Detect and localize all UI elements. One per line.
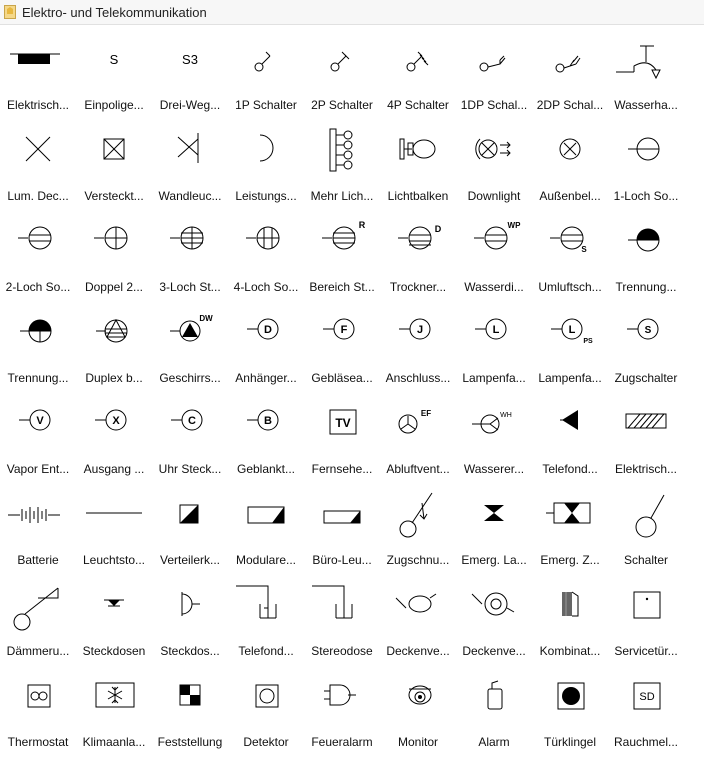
shape-label: 3-Loch St... — [159, 280, 221, 294]
shape-label: Leistungs... — [235, 189, 297, 203]
shape-label: Elektrisch... — [614, 462, 677, 476]
water-socket-icon — [456, 208, 532, 278]
wall-light-icon — [152, 117, 228, 187]
shape-label: Deckenve... — [462, 644, 526, 658]
shape-label: Zugschnu... — [386, 553, 450, 567]
shape-single-socket[interactable] — [608, 117, 684, 208]
svg-text:S: S — [644, 325, 652, 336]
shape-single-pole-switch[interactable] — [76, 26, 152, 117]
outdoor-light-icon — [532, 117, 608, 187]
shape-label: Elektrisch... — [6, 98, 69, 112]
shape-label: Trennung... — [615, 280, 677, 294]
shape-label: Stereodose — [311, 644, 373, 658]
shape-label: Anschluss... — [385, 371, 451, 385]
shape-label: Downlight — [467, 189, 521, 203]
svg-text:PS: PS — [583, 338, 593, 345]
ceiling-luminaire-icon — [0, 117, 76, 187]
svg-text:D: D — [434, 224, 442, 234]
shape-vapor[interactable] — [0, 390, 76, 481]
shape-label: Mehr Lich... — [310, 189, 374, 203]
shape-label: Ausgang ... — [83, 462, 145, 476]
shape-telephone[interactable] — [532, 390, 608, 481]
dishwasher-icon — [152, 299, 228, 369]
shape-label: Lichtbalken — [387, 189, 449, 203]
shape-label: Geblankt... — [236, 462, 296, 476]
shape-detection[interactable] — [152, 663, 228, 754]
shape-lamp-socket-ps[interactable] — [532, 299, 608, 390]
shape-fluorescent[interactable] — [76, 481, 152, 572]
shape-label: Emerg. La... — [461, 553, 527, 567]
svg-text:S: S — [581, 245, 587, 254]
shape-label: Detektor — [243, 735, 289, 749]
four-hole-socket-icon — [228, 208, 304, 278]
telephone-line-icon — [228, 572, 304, 642]
lamp-socket-icon — [456, 299, 532, 369]
fluorescent-icon — [76, 481, 152, 551]
shape-wall-light[interactable] — [152, 117, 228, 208]
shape-electrical-outlet-symbol[interactable] — [0, 26, 76, 117]
shape-tv-socket[interactable] — [304, 390, 380, 481]
emergency-light-icon — [456, 481, 532, 551]
circuit-breaker-icon — [228, 117, 304, 187]
shape-combination[interactable] — [532, 572, 608, 663]
shape-air-socket[interactable] — [532, 208, 608, 299]
smoke-detector-icon — [608, 663, 684, 733]
shape-label: Servicetür... — [614, 644, 678, 658]
pull-switch-icon — [608, 299, 684, 369]
svg-text:WH: WH — [500, 412, 512, 419]
shape-circuit-breaker[interactable] — [228, 117, 304, 208]
outlet-half-icon — [152, 572, 228, 642]
shape-electrical-panel[interactable] — [608, 390, 684, 481]
svg-text:L: L — [568, 324, 576, 336]
detection-icon — [152, 663, 228, 733]
shape-label: Uhr Steck... — [158, 462, 222, 476]
shape-label: Wandleuc... — [158, 189, 222, 203]
lamp-socket-ps-icon — [532, 299, 608, 369]
exhaust-fan-icon — [380, 390, 456, 460]
shape-label: Lampenfa... — [462, 371, 526, 385]
shape-label: Vapor Ent... — [6, 462, 70, 476]
shape-ceiling-luminaire[interactable] — [0, 117, 76, 208]
shape-label: Einpolige... — [84, 98, 144, 112]
svg-text:S: S — [109, 52, 119, 67]
emergency-box-icon — [532, 481, 608, 551]
range-socket-icon — [304, 208, 380, 278]
air-socket-icon — [532, 208, 608, 278]
shape-four-hole-socket[interactable] — [228, 208, 304, 299]
shape-detector[interactable] — [228, 663, 304, 754]
1p-switch-icon — [228, 26, 304, 96]
shape-emergency-light[interactable] — [456, 481, 532, 572]
shape-range-socket[interactable] — [304, 208, 380, 299]
three-hole-socket-icon — [152, 208, 228, 278]
shape-monitor-camera[interactable] — [380, 663, 456, 754]
shape-label: Wasserha... — [614, 98, 678, 112]
concealed-light-icon — [76, 117, 152, 187]
shape-label: Außenbel... — [539, 189, 601, 203]
svg-text:TV: TV — [335, 416, 351, 430]
shape-label: Dämmeru... — [6, 644, 70, 658]
three-way-switch-icon — [152, 26, 228, 96]
shape-label: 4P Schalter — [387, 98, 449, 112]
shape-doorbell[interactable] — [532, 663, 608, 754]
svg-text:B: B — [264, 415, 272, 427]
shape-label: Duplex b... — [85, 371, 143, 385]
battery-icon — [0, 481, 76, 551]
switch-icon — [608, 481, 684, 551]
shape-label: Drei-Weg... — [159, 98, 221, 112]
svg-text:C: C — [188, 415, 196, 427]
shape-label: 1-Loch So... — [613, 189, 679, 203]
detector-icon — [228, 663, 304, 733]
shape-ceiling-fan-light[interactable] — [456, 572, 532, 663]
shape-ceiling-fan[interactable] — [380, 572, 456, 663]
shape-label: Fernsehe... — [311, 462, 373, 476]
single-pole-switch-icon — [76, 26, 152, 96]
shape-label: 4-Loch So... — [233, 280, 299, 294]
shape-label: Modulare... — [235, 553, 297, 567]
shape-office-light[interactable] — [304, 481, 380, 572]
shape-emergency-box[interactable] — [532, 481, 608, 572]
light-bar-icon — [380, 117, 456, 187]
shape-1p-switch[interactable] — [228, 26, 304, 117]
svg-text:F: F — [340, 324, 348, 336]
downlight-icon — [456, 117, 532, 187]
water-heater-socket-icon — [456, 390, 532, 460]
shape-label: Wasserer... — [463, 462, 525, 476]
shape-duplex-triangle[interactable] — [76, 299, 152, 390]
shape-battery[interactable] — [0, 481, 76, 572]
svg-text:V: V — [36, 415, 44, 427]
shape-label: Feueralarm — [311, 735, 373, 749]
svg-text:DW: DW — [199, 314, 213, 323]
shape-outlets[interactable] — [76, 572, 152, 663]
doorbell-icon — [532, 663, 608, 733]
2dp-switch-icon — [532, 26, 608, 96]
shape-twilight-switch[interactable] — [0, 572, 76, 663]
monitor-camera-icon — [380, 663, 456, 733]
shape-service-door[interactable] — [608, 572, 684, 663]
telephone-icon — [532, 390, 608, 460]
twilight-switch-icon — [0, 572, 76, 642]
combination-icon — [532, 572, 608, 642]
shape-pull-switch[interactable] — [608, 299, 684, 390]
shape-exhaust-fan[interactable] — [380, 390, 456, 481]
duplex-triangle-icon — [76, 299, 152, 369]
electrical-outlet-symbol-icon — [0, 26, 76, 96]
shape-label: Anhänger... — [235, 371, 297, 385]
shape-multi-light[interactable] — [304, 117, 380, 208]
shape-downlight[interactable] — [456, 117, 532, 208]
fire-alarm-icon — [304, 663, 380, 733]
shape-blanked[interactable] — [228, 390, 304, 481]
shape-lamp-socket[interactable] — [456, 299, 532, 390]
shape-label: 1P Schalter — [235, 98, 297, 112]
blanked-icon — [228, 390, 304, 460]
shape-label: Thermostat — [7, 735, 69, 749]
water-heater-icon — [608, 26, 684, 96]
shape-label: Gebläsea... — [311, 371, 373, 385]
2p-switch-icon — [304, 26, 380, 96]
modular-panel-icon — [228, 481, 304, 551]
double-socket-icon — [76, 208, 152, 278]
exit-icon — [76, 390, 152, 460]
shape-label: Leuchtsto... — [82, 553, 146, 567]
shape-smoke-detector[interactable] — [608, 663, 684, 754]
shape-outlet-half[interactable] — [152, 572, 228, 663]
shape-label: 2-Loch So... — [5, 280, 71, 294]
shape-water-heater-socket[interactable] — [456, 390, 532, 481]
shape-outdoor-light[interactable] — [532, 117, 608, 208]
electrical-panel-icon — [608, 390, 684, 460]
4p-switch-icon — [380, 26, 456, 96]
shape-label: Wasserdi... — [464, 280, 524, 294]
shape-three-way-switch[interactable] — [152, 26, 228, 117]
shape-2p-switch[interactable] — [304, 26, 380, 117]
shape-distribution-box[interactable] — [152, 481, 228, 572]
shape-label: Türklingel — [543, 735, 597, 749]
shape-three-hole-socket[interactable] — [152, 208, 228, 299]
shape-trailer-socket[interactable] — [228, 299, 304, 390]
dryer-socket-icon — [380, 208, 456, 278]
shape-label: Zugschalter — [614, 371, 678, 385]
shape-label: Lum. Dec... — [7, 189, 69, 203]
library-icon — [4, 5, 16, 19]
multi-light-icon — [304, 117, 380, 187]
shape-switch[interactable] — [608, 481, 684, 572]
svg-text:S3: S3 — [182, 52, 198, 67]
alarm-icon — [456, 663, 532, 733]
tv-socket-icon — [304, 390, 380, 460]
shape-light-bar[interactable] — [380, 117, 456, 208]
shape-label: Telefond... — [542, 462, 598, 476]
shape-label: Feststellung — [157, 735, 223, 749]
svg-text:X: X — [112, 415, 120, 427]
shape-label: Kombinat... — [539, 644, 601, 658]
pull-cord-switch-icon — [380, 481, 456, 551]
shape-clock-socket[interactable] — [152, 390, 228, 481]
svg-text:L: L — [492, 324, 500, 336]
shape-modular-panel[interactable] — [228, 481, 304, 572]
shape-label: Trockner... — [389, 280, 447, 294]
svg-text:EF: EF — [420, 409, 432, 418]
shape-label: Alarm — [478, 735, 510, 749]
shape-label: Steckdosen — [82, 644, 146, 658]
vapor-icon — [0, 390, 76, 460]
svg-text:R: R — [358, 220, 366, 230]
ceiling-fan-icon — [380, 572, 456, 642]
shape-alarm[interactable] — [456, 663, 532, 754]
shape-2dp-switch[interactable] — [532, 26, 608, 117]
shape-1dp-switch[interactable] — [456, 26, 532, 117]
shape-label: Geschirrs... — [159, 371, 221, 385]
stereo-outlet-icon — [304, 572, 380, 642]
shape-air-conditioner[interactable] — [76, 663, 152, 754]
shape-label: Lampenfa... — [538, 371, 602, 385]
clock-socket-icon — [152, 390, 228, 460]
shape-two-hole-socket[interactable] — [0, 208, 76, 299]
trailer-socket-icon — [228, 299, 304, 369]
thermostat-icon — [0, 663, 76, 733]
svg-text:SD: SD — [639, 691, 655, 703]
shape-label: Emerg. Z... — [540, 553, 600, 567]
shape-4p-switch[interactable] — [380, 26, 456, 117]
shape-fire-alarm[interactable] — [304, 663, 380, 754]
shape-split-socket-cross[interactable] — [0, 299, 76, 390]
blower-socket-icon — [304, 299, 380, 369]
1dp-switch-icon — [456, 26, 532, 96]
shape-label: Versteckt... — [84, 189, 144, 203]
shape-label: 2P Schalter — [311, 98, 373, 112]
shape-dryer-socket[interactable] — [380, 208, 456, 299]
shape-label: Abluftvent... — [386, 462, 450, 476]
shape-label: Schalter — [623, 553, 669, 567]
shape-stereo-outlet[interactable] — [304, 572, 380, 663]
single-socket-icon — [608, 117, 684, 187]
outlets-icon — [76, 572, 152, 642]
shape-dishwasher[interactable] — [152, 299, 228, 390]
shape-pull-cord-switch[interactable] — [380, 481, 456, 572]
split-socket-cross-icon — [0, 299, 76, 369]
shape-exit[interactable] — [76, 390, 152, 481]
shape-label: Klimaanla... — [82, 735, 146, 749]
library-title: Elektro- und Telekommunikation — [22, 5, 207, 20]
shape-water-heater[interactable] — [608, 26, 684, 117]
shape-label: Umluftsch... — [538, 280, 602, 294]
shape-label: Doppel 2... — [84, 280, 144, 294]
shape-label: 1DP Schal... — [460, 98, 528, 112]
office-light-icon — [304, 481, 380, 551]
shape-label: Trennung... — [7, 371, 69, 385]
svg-text:D: D — [264, 324, 272, 336]
shape-label: Verteilerk... — [159, 553, 221, 567]
shape-split-socket[interactable] — [608, 208, 684, 299]
two-hole-socket-icon — [0, 208, 76, 278]
library-titlebar[interactable] — [0, 0, 704, 25]
shape-water-socket[interactable] — [456, 208, 532, 299]
shape-telephone-line[interactable] — [228, 572, 304, 663]
shape-blower-socket[interactable] — [304, 299, 380, 390]
shape-label: Steckdos... — [160, 644, 220, 658]
shape-label: Monitor — [397, 735, 438, 749]
air-conditioner-icon — [76, 663, 152, 733]
ceiling-fan-light-icon — [456, 572, 532, 642]
shape-label: 2DP Schal... — [536, 98, 604, 112]
shape-label: Rauchmel... — [613, 735, 679, 749]
shape-label: Batterie — [17, 553, 59, 567]
shape-double-socket[interactable] — [76, 208, 152, 299]
shape-thermostat[interactable] — [0, 663, 76, 754]
shape-label: Telefond... — [238, 644, 294, 658]
shape-label: Deckenve... — [386, 644, 450, 658]
shape-label: Büro-Leu... — [312, 553, 372, 567]
junction-socket-icon — [380, 299, 456, 369]
split-socket-icon — [608, 208, 684, 278]
distribution-box-icon — [152, 481, 228, 551]
shape-concealed-light[interactable] — [76, 117, 152, 208]
svg-text:J: J — [416, 324, 424, 336]
service-door-icon — [608, 572, 684, 642]
shape-junction-socket[interactable] — [380, 299, 456, 390]
svg-text:WP: WP — [507, 221, 521, 230]
shape-label: Bereich St... — [309, 280, 375, 294]
